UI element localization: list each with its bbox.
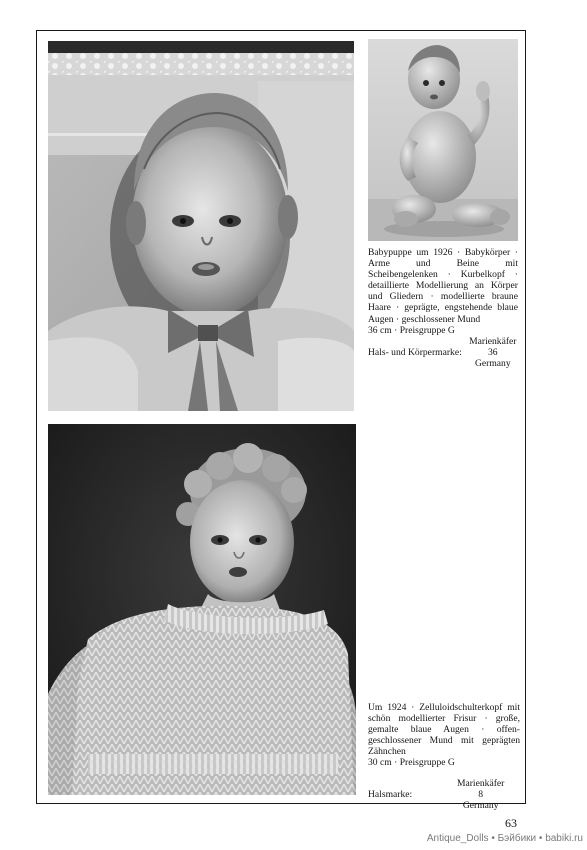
caption-celluloid-doll <box>368 702 520 811</box>
mark-line-brand: Marienkäfer <box>456 777 505 789</box>
page-number: 63 <box>505 816 517 830</box>
mark-line-brand: Marienkäfer <box>469 335 517 347</box>
baby-doll-head-image <box>48 41 354 411</box>
caption-baby-doll-size-price: 36 cm · Preisgruppe G <box>368 324 455 336</box>
seated-baby-doll-image <box>368 39 518 241</box>
caption-baby-doll-description: Babypuppe um 1926 · Babykörper · Arme und Beine mit Scheibengelenken · Kurbelkopf · detaillierte Modellierung an Körper und Gliedern · modellierte braune Haare · geprägte, engstehende blaue Augen · geschlossener Mund <box>368 247 518 325</box>
mark-line-number: 36 <box>488 346 498 358</box>
photo-celluloid-doll <box>48 424 356 795</box>
caption-baby-doll-mark <box>368 336 518 369</box>
mark-line-country: Germany <box>474 357 511 369</box>
mark-label: Halsmarke: <box>368 788 413 800</box>
photo-baby-doll-seated <box>368 39 518 241</box>
mark-line-number: 8 <box>478 788 484 800</box>
watermark: Antique_Dolls • Бэйбики • babiki.ru <box>426 833 583 844</box>
photo-baby-doll-head <box>48 41 354 411</box>
caption-celluloid-doll-description: Um 1924 · Zelluloidschulterkopf mit schön modellierter Frisur · große, gemalte blaue Augen · offen-geschlossener Mund mit geprägten Zähnchen <box>368 702 520 758</box>
caption-baby-doll <box>368 247 518 369</box>
caption-celluloid-doll-size-price: 30 cm · Preisgruppe G <box>368 757 455 769</box>
mark-label: Hals- und Körpermarke: <box>368 346 462 358</box>
celluloid-doll-image <box>48 424 356 795</box>
caption-celluloid-doll-mark <box>368 778 520 811</box>
mark-line-country: Germany <box>462 799 499 811</box>
